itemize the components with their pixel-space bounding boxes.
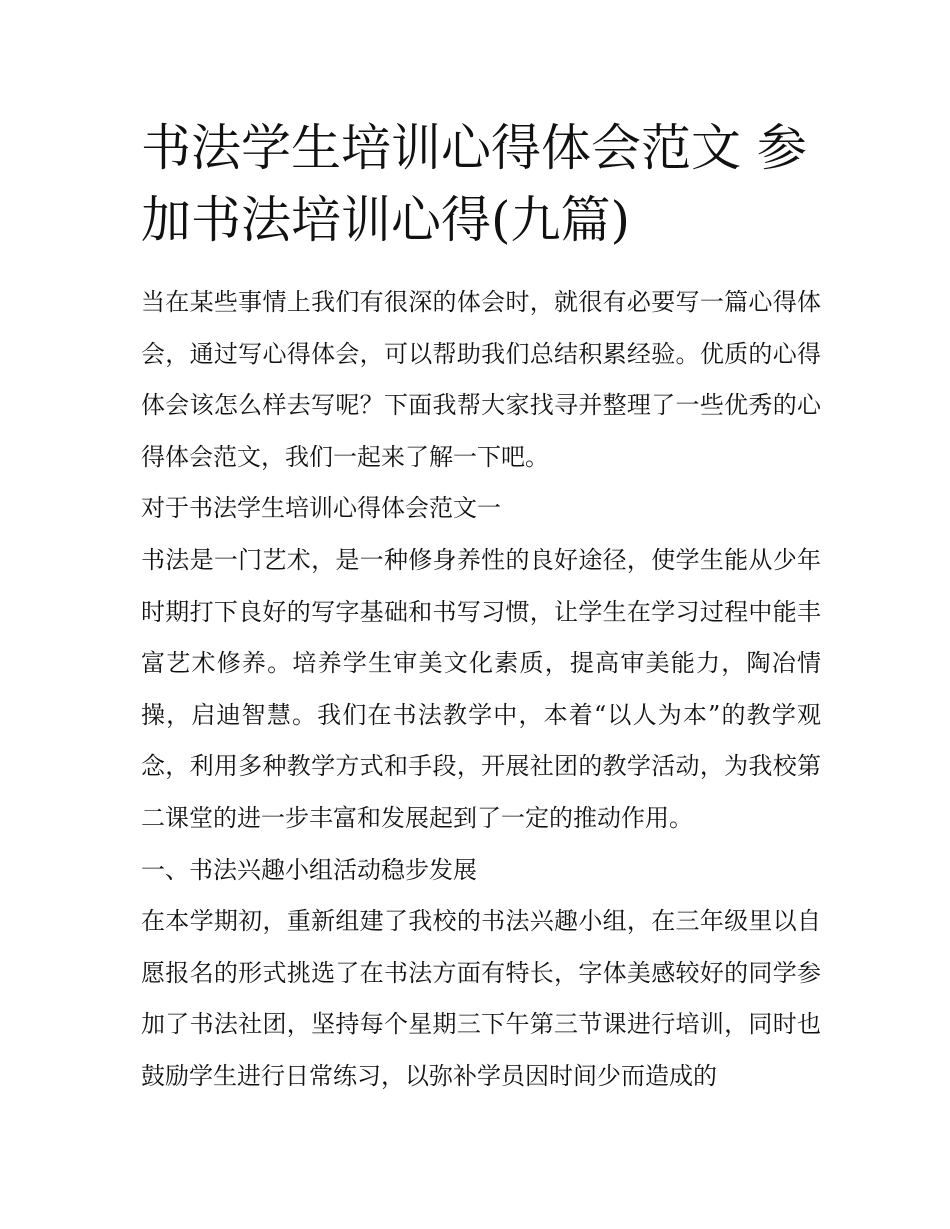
body-paragraph: 书法是一门艺术，是一种修身养性的良好途径，使学生能从少年时期打下良好的写字基础和书写习惯，让学生在学习过程中能丰富艺术修养。培养学生审美文化素质，提高审美能力，陶冶情操，启迪智慧。我们在书法教学中，本着“以人为本”的教学观念，利用多种教学方式和手段，开展社团的教学活动，为我校第二课堂的进一步丰富和发展起到了一定的推动作用。 [141,545,821,832]
section-heading: 对于书法学生培训心得体会范文一 [141,494,501,523]
subsection-heading: 一、书法兴趣小组活动稳步发展 [141,855,477,884]
body-paragraph: 在本学期初，重新组建了我校的书法兴趣小组，在三年级里以自愿报名的形式挑选了在书法方面有特长，字体美感较好的同学参加了书法社团，坚持每个星期三下午第三节课进行培训，同时也鼓励学生进行日常练习，以弥补学员因时间少而造成的 [141,907,821,1090]
document-body [141,277,821,1103]
document-title: 书法学生培训心得体会范文 参加书法培训心得(九篇) [141,119,807,249]
intro-paragraph: 当在某些事情上我们有很深的体会时，就很有必要写一篇心得体会，通过写心得体会，可以帮助我们总结积累经验。优质的心得体会该怎么样去写呢？下面我帮大家找寻并整理了一些优秀的心得体会范文，我们一起来了解一下吧。 [141,288,821,471]
